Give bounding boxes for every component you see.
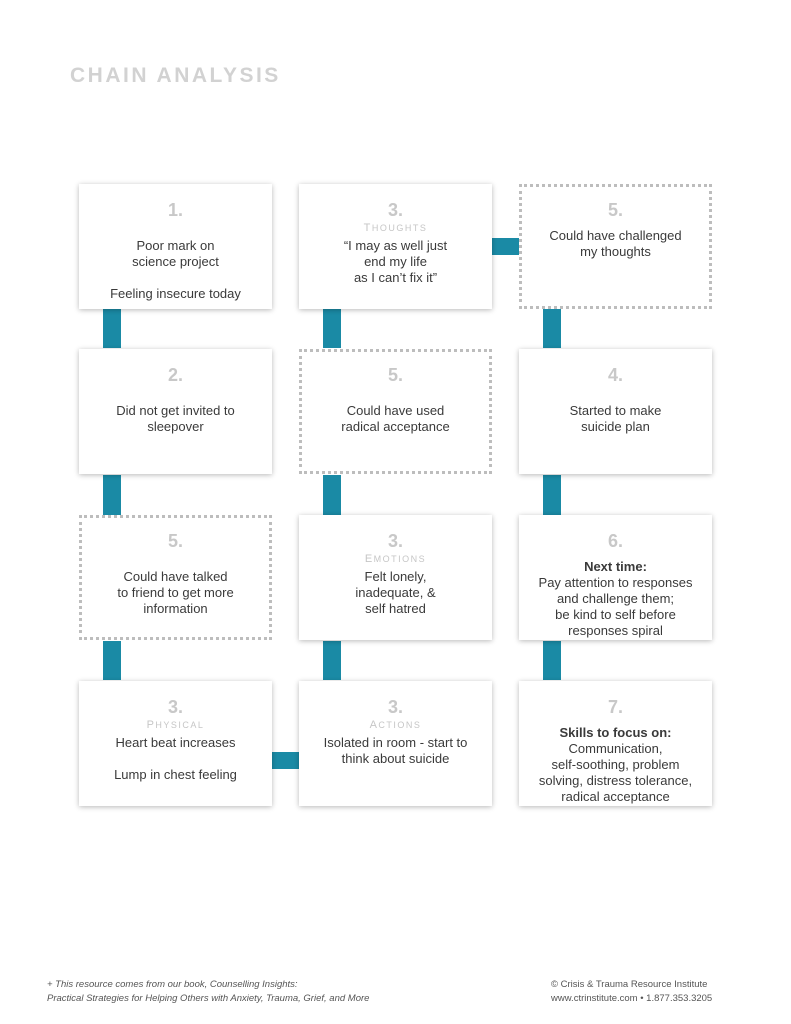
card-alternative-challenge: [519, 184, 712, 309]
card-text: Felt lonely, inadequate, & self hatred: [355, 569, 436, 616]
card-text: Started to make suicide plan: [569, 403, 662, 434]
card-heading: Skills to focus on:: [559, 725, 672, 740]
footer-contact: [551, 978, 712, 1006]
card-step-4: [519, 349, 712, 474]
footer-book-credit: [47, 978, 369, 1006]
card-text: Could have used radical acceptance: [341, 403, 450, 434]
connector-5-9: [492, 238, 519, 255]
card-emotions: [299, 515, 492, 640]
card-label: PHYSICAL: [146, 719, 205, 731]
card-alternative-acceptance: [299, 349, 492, 474]
card-number: 3.: [167, 697, 183, 717]
card-number: 3.: [387, 200, 403, 220]
footer-line: + This resource comes from our book, Counselling Insights:: [47, 979, 298, 990]
card-step-2: [79, 349, 272, 474]
card-step-1: [79, 184, 272, 309]
card-number: 3.: [387, 697, 403, 717]
card-text: Poor mark on science project Feeling insecure today: [110, 238, 241, 301]
card-number: 6.: [607, 531, 623, 551]
card-text: Did not get invited to sleepover: [116, 403, 235, 434]
connector-6-7: [323, 475, 341, 515]
card-heading: Next time:: [584, 559, 647, 574]
card-label: EMOTIONS: [364, 553, 427, 565]
footer-line: Practical Strategies for Helping Others with Anxiety, Trauma, Grief, and More: [47, 993, 370, 1004]
connector-11-12: [543, 641, 561, 680]
card-alternative-talk: [79, 515, 272, 640]
card-skills: [519, 681, 712, 806]
card-text: Heart beat increases Lump in chest feeling: [114, 735, 237, 782]
card-label: THOUGHTS: [363, 222, 428, 234]
connector-4-8: [272, 752, 299, 769]
card-number: 5.: [167, 531, 183, 551]
card-text: Could have challenged my thoughts: [549, 228, 682, 259]
card-thoughts: [299, 184, 492, 309]
page-title: CHAIN ANALYSIS: [70, 64, 281, 87]
card-number: 2.: [167, 365, 183, 385]
card-actions: [299, 681, 492, 806]
card-number: 7.: [607, 697, 623, 717]
connector-9-10: [543, 309, 561, 348]
card-text: Pay attention to responses and challenge them; be kind to self before responses spiral: [538, 575, 693, 638]
connector-10-11: [543, 475, 561, 515]
card-text: “I may as well just end my life as I can’t fix it”: [343, 238, 448, 285]
connector-7-8: [323, 641, 341, 680]
card-number: 5.: [607, 200, 623, 220]
card-label: ACTIONS: [369, 719, 422, 731]
card-number: 4.: [607, 365, 623, 385]
footer-copyright: © Crisis & Trauma Resource Institute: [551, 979, 708, 990]
card-number: 1.: [167, 200, 183, 220]
connector-5-6: [323, 309, 341, 348]
card-physical: [79, 681, 272, 806]
connector-3-4: [103, 641, 121, 680]
connector-1-2: [103, 309, 121, 348]
footer-website-phone: www.ctrinstitute.com • 1.877.353.3205: [551, 993, 713, 1004]
card-text: Could have talked to friend to get more information: [117, 569, 234, 616]
card-number: 3.: [387, 531, 403, 551]
card-text: Isolated in room - start to think about suicide: [323, 735, 468, 766]
connector-2-3: [103, 475, 121, 515]
card-next-time: [519, 515, 712, 640]
card-number: 5.: [387, 365, 403, 385]
card-text: Communication, self-soothing, problem solving, distress tolerance, radical acceptance: [538, 741, 693, 804]
